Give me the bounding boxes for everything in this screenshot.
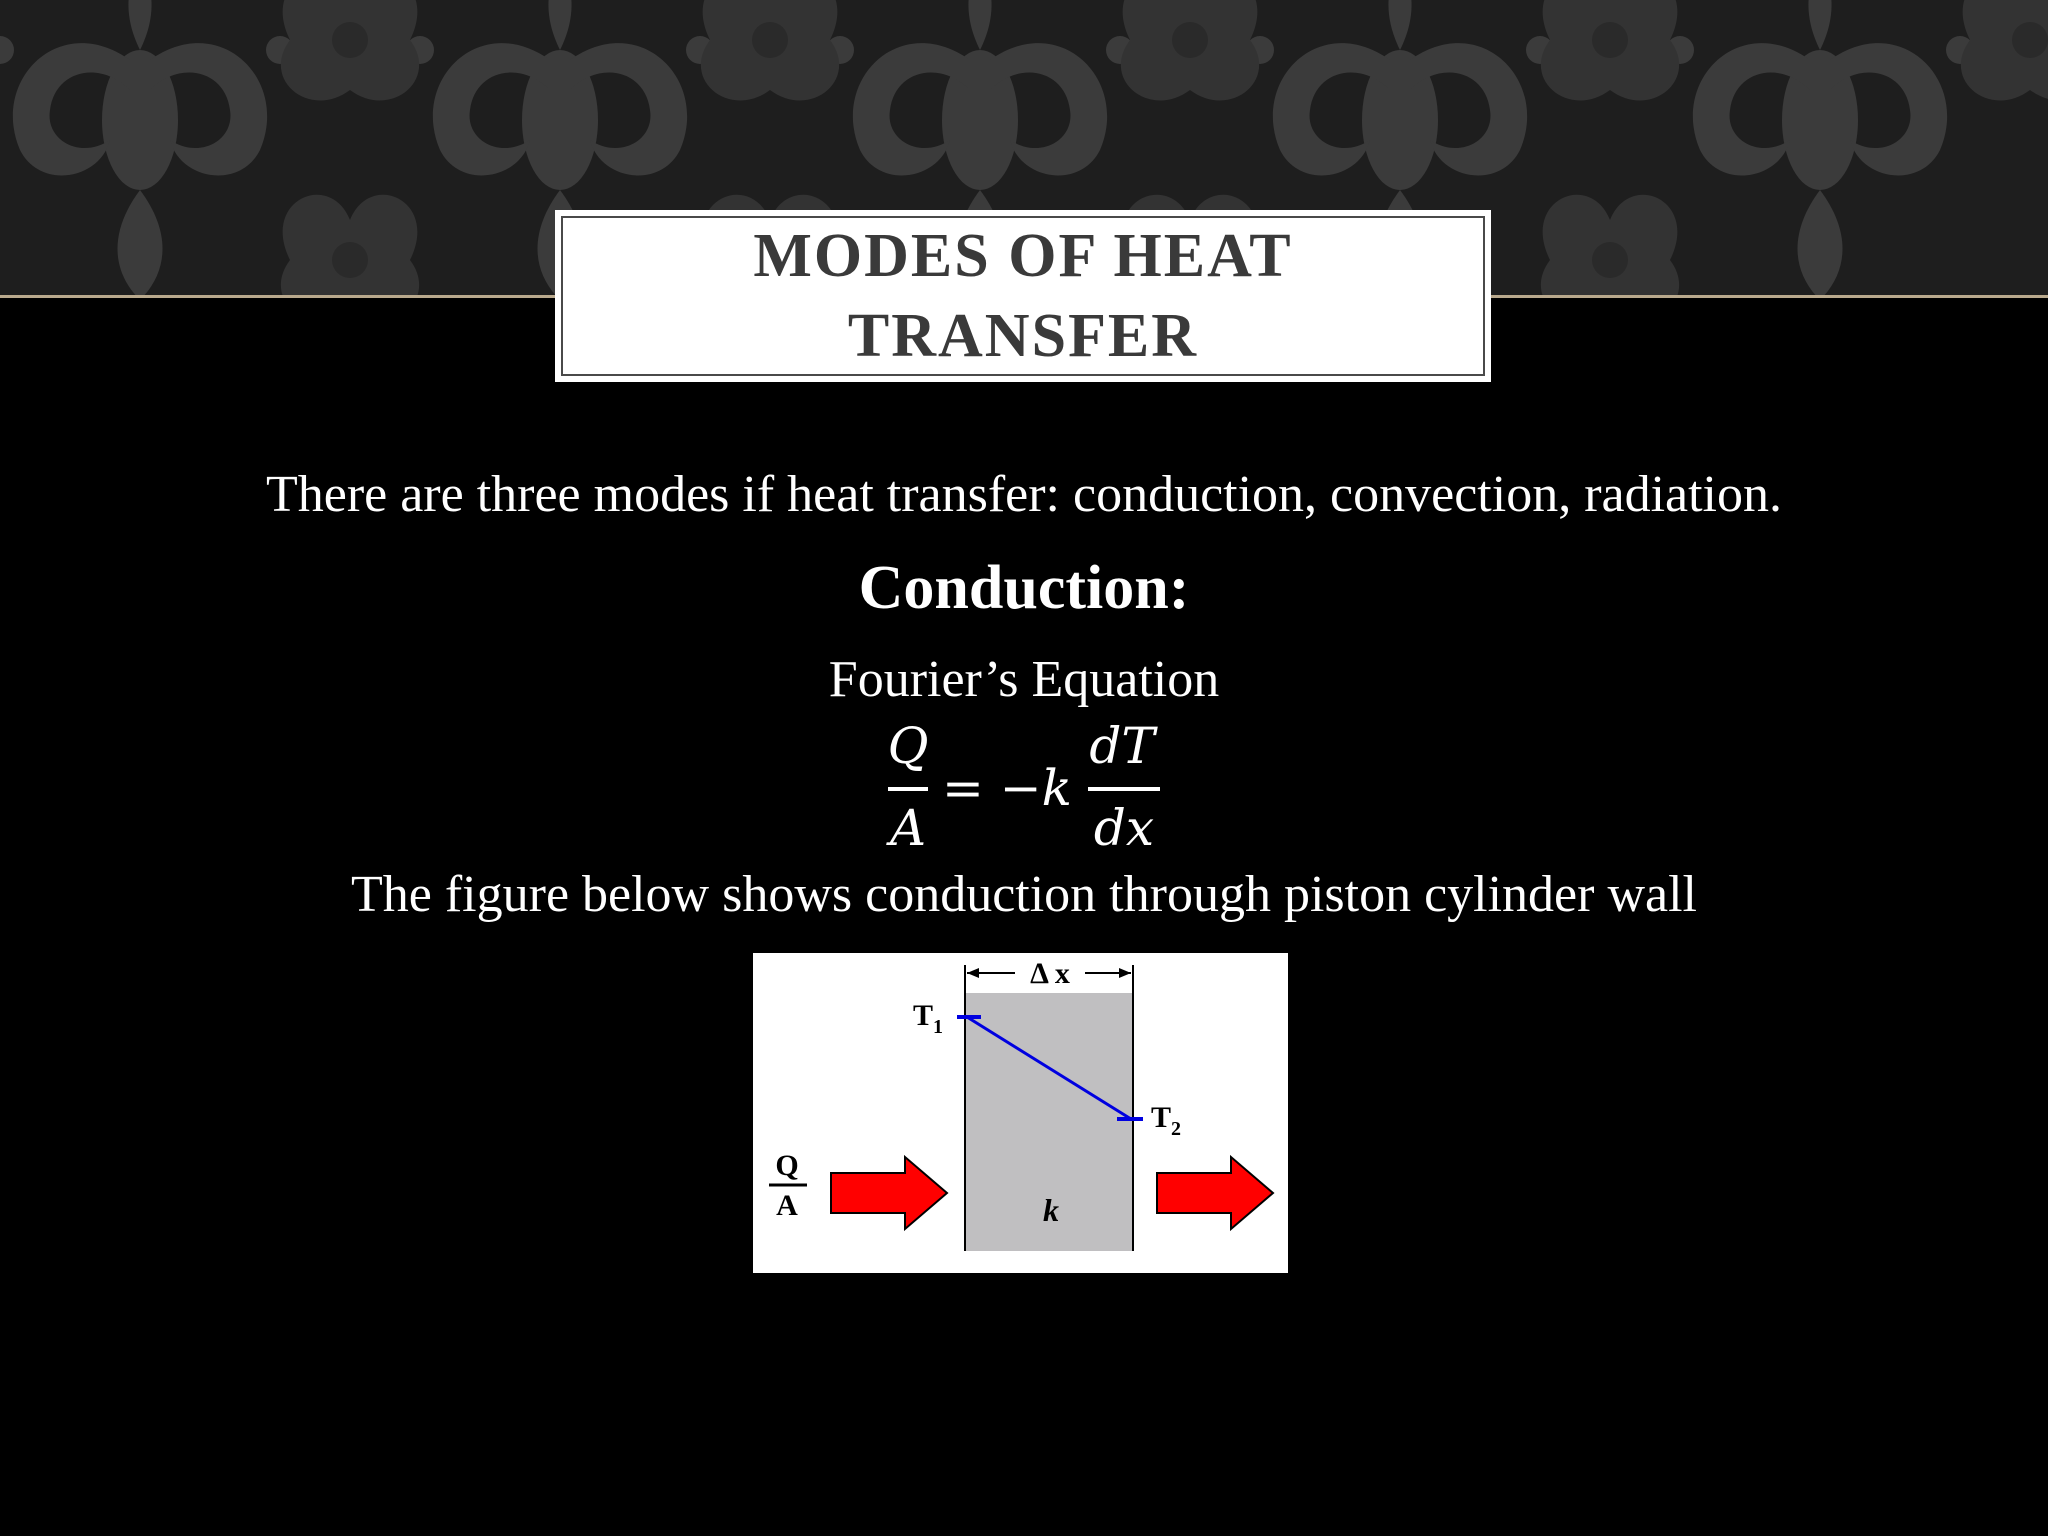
equation-name: Fourier’s Equation <box>828 651 1220 708</box>
conduction-figure <box>753 953 1288 1273</box>
flux-numerator: Q <box>775 1149 799 1182</box>
slide-title: MODES OF HEAT TRANSFER <box>753 222 1293 370</box>
lhs-denominator: A <box>889 799 927 855</box>
conduction-heading: Conduction: <box>858 554 1190 622</box>
t2-subscript: 2 <box>1171 1118 1181 1140</box>
t1-subscript: 1 <box>933 1016 943 1038</box>
fourier-equation <box>880 715 1180 855</box>
dx-label: Δ x <box>1030 957 1070 990</box>
heat-out-arrow <box>1157 1157 1273 1229</box>
conduction-diagram <box>753 953 1288 1273</box>
intro-text: There are three modes if heat transfer: conduction, convection, radiation. <box>265 466 1783 523</box>
equation-operator: = −k <box>942 759 1072 817</box>
rhs-numerator: dT <box>1089 717 1155 775</box>
rhs-denominator: dx <box>1093 799 1155 855</box>
t2-label: T <box>1151 1101 1172 1134</box>
dx-arrow-left <box>967 968 979 978</box>
t1-label: T <box>913 999 934 1032</box>
equation-graphic <box>880 715 1180 855</box>
lhs-numerator: Q <box>887 717 929 775</box>
heat-in-arrow <box>831 1157 947 1229</box>
dx-arrow-right <box>1119 968 1131 978</box>
title-box <box>555 210 1491 382</box>
title-box-frame <box>561 216 1485 376</box>
conductivity-label: k <box>1043 1192 1059 1228</box>
flux-denominator: A <box>776 1189 798 1222</box>
figure-caption: The figure below shows conduction through piston cylinder wall <box>351 866 1697 923</box>
